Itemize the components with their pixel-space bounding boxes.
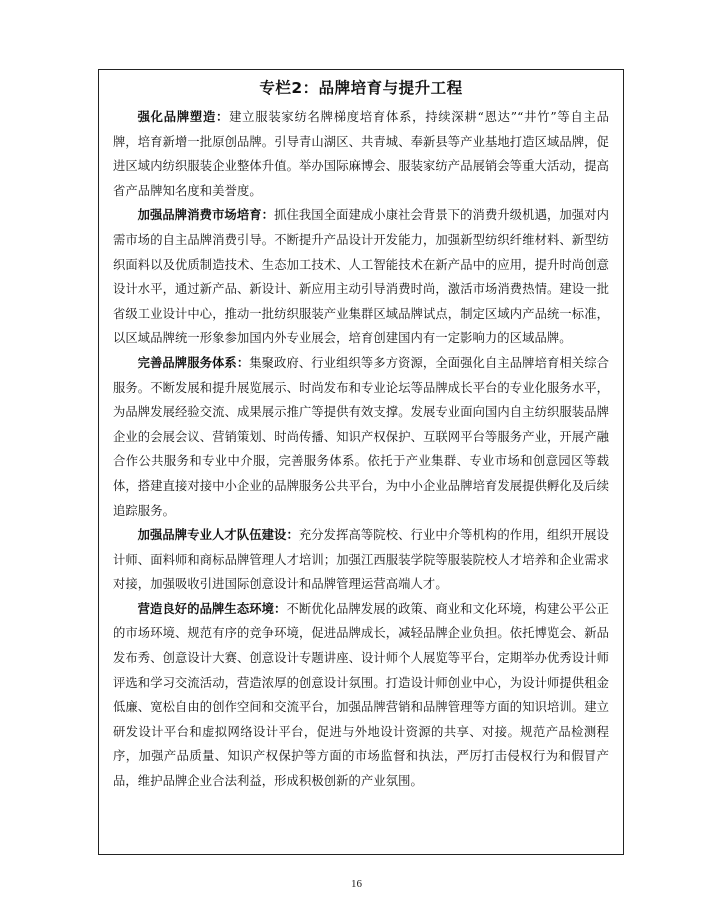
section-body: 不断优化品牌发展的政策、商业和文化环境，构建公平公正的市场环境、规范有序的竞争环境，促进品牌成长，减轻品牌企业负担。依托博览会、新品发布秀、创意设计大赛、创意设计专题讲座、设计师个人展览等平台，定期举办优秀设计师评选和学习交流活动，营造浓厚的创意设计氛围。打造设计师创业中心，为设计师提供租金低廉、宽松自由的创作空间和交流平台，加强品牌营销和品牌管理等方面的知识培训。建立研发设计平台和虚拟网络设计平台，促进与外地设计资源的共享、对接。规范产品检测程序，加强产品质量、知识产权保护等方面的市场监督和执法，严厉打击侵权行为和假冒产品，维护品牌企业合法利益，形成积极创新的产业氛围。	[113, 601, 609, 789]
section-consumer-market	[113, 203, 609, 351]
section-heading: 强化品牌塑造：	[137, 110, 230, 124]
section-brand-building	[113, 105, 609, 203]
section-heading: 加强品牌专业人才队伍建设：	[137, 528, 299, 543]
section-heading: 营造良好的品牌生态环境：	[137, 601, 287, 616]
section-body: 抓住我国全面建成小康社会背景下的消费升级机遇，加强对内需市场的自主品牌消费引导。不断提升产品设计开发能力，加强新型纺织纤维材料、新型纺织面料以及优质制造技术、生态加工技术、人工智能技术在新产品中的应用，提升时尚创意设计水平，通过新产品、新设计、新应用主动引导消费时尚，激活市场消费热情。建设一批省级工业设计中心，推动一批纺织服装产业集群区域品牌试点，制定区域内产品统一标准，以区域品牌统一形象参加国内外专业展会，培育创建国内有一定影响力的区域品牌。	[113, 208, 609, 346]
section-heading: 加强品牌消费市场培育：	[137, 208, 275, 223]
column-title: 专栏2：品牌培育与提升工程	[259, 79, 463, 97]
section-body: 建立服装家纺名牌梯度培育体系，持续深耕“恩达”“井竹”等自主品牌，培育新增一批原创品牌。引导青山湖区、共青城、奉新县等产业基地打造区域品牌，促进区域内纺织服装企业整体升值。举办国际麻博会、服装家纺产品展销会等重大活动，提高省产品牌知名度和美誉度。	[113, 110, 609, 198]
column-box	[98, 69, 624, 855]
section-ecosystem	[113, 597, 609, 794]
section-service-system	[113, 351, 609, 523]
section-heading: 完善品牌服务体系：	[137, 355, 250, 370]
section-body: 集聚政府、行业组织等多方资源，全面强化自主品牌培育相关综合服务。不断发展和提升展览展示、时尚发布和专业论坛等品牌成长平台的专业化服务水平，为品牌发展经验交流、成果展示推广等提供有效支撑。发展专业面向国内自主纺织服装品牌企业的会展会议、营销策划、时尚传播、知识产权保护、互联网平台等服务产业，开展产融合作公共服务和专业中介服，完善服务体系。依托于产业集群、专业市场和创意园区等载体，搭建直接对接中小企业的品牌服务公共平台，为中小企业品牌培育发展提供孵化及后续追踪服务。	[113, 355, 609, 518]
section-talent-team	[113, 523, 609, 597]
page-number: 16	[351, 878, 362, 890]
section-body: 充分发挥高等院校、行业中介等机构的作用，组织开展设计师、面料师和商标品牌管理人才培训；加强江西服装学院等服装院校人才培养和企业需求对接，加强吸收引进国际创意设计和品牌管理运营高端人才。	[113, 528, 609, 592]
